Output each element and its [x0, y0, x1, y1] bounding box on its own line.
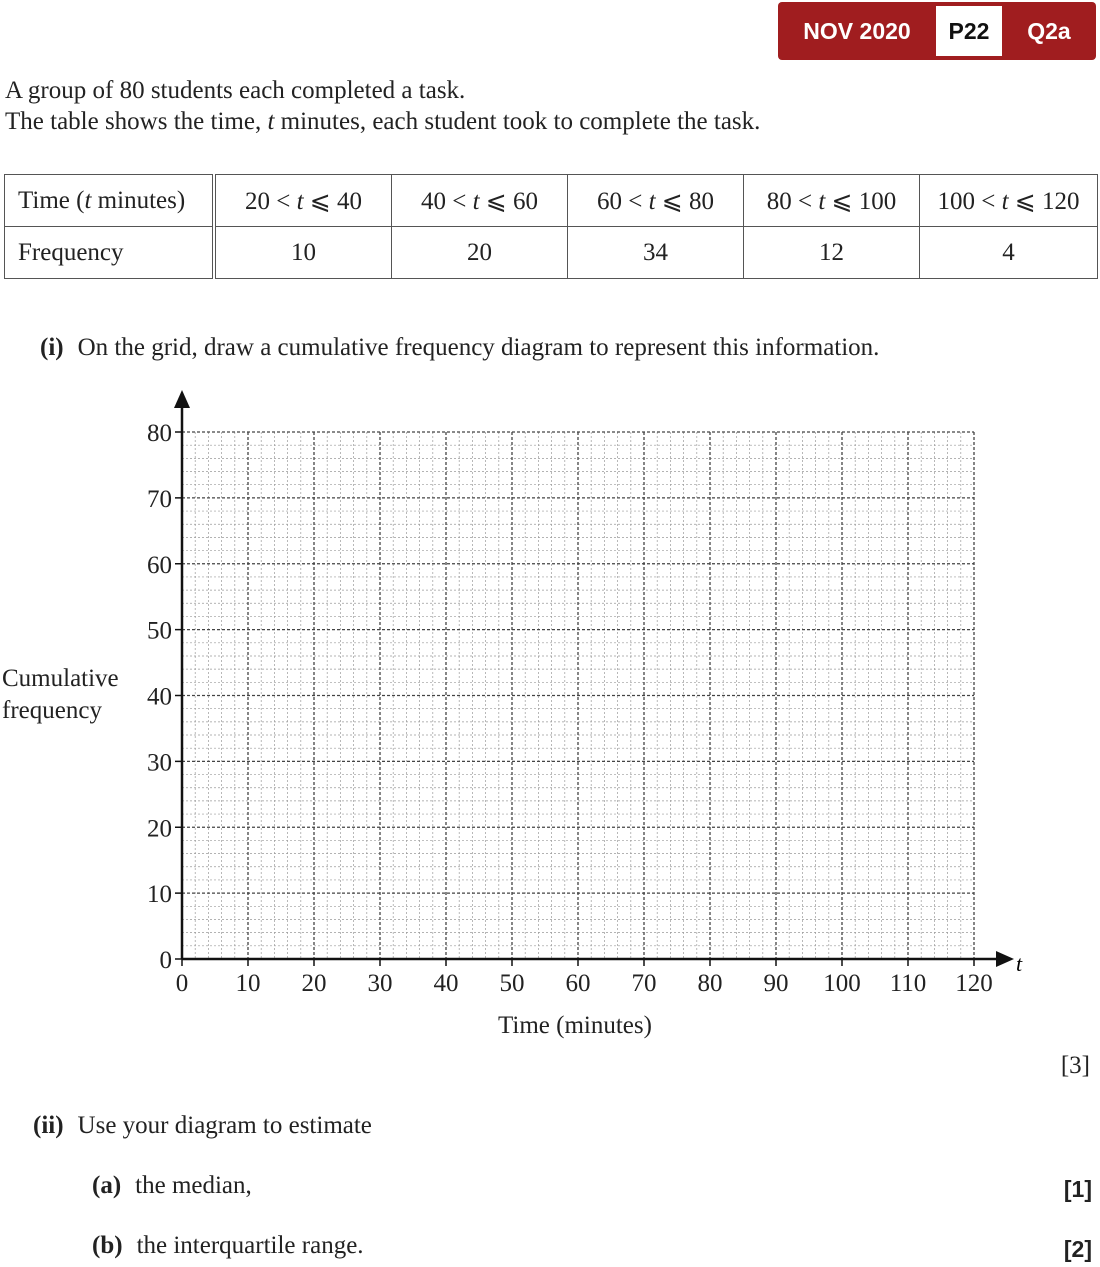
x-tick-label: 0: [175, 970, 189, 997]
frequency-header: Frequency: [5, 227, 215, 279]
time-header: Time (t minutes): [5, 175, 215, 227]
y-axis-arrow: [174, 390, 190, 408]
x-tick-label: 40: [433, 970, 459, 997]
x-tick-label: 50: [499, 970, 525, 997]
frequency-row: [5, 227, 1098, 279]
x-tick-label: 100: [823, 970, 861, 997]
y-tick-label: 50: [147, 617, 172, 645]
y-axis-label: Cumulative frequency: [2, 665, 119, 724]
y-tick-label: 0: [159, 947, 172, 974]
part-a: (a) the median,: [92, 1172, 252, 1199]
grid-lines: [182, 432, 974, 959]
time-row: [5, 175, 1098, 227]
intro-line-2: The table shows the time, t minutes, each student took to complete the task.: [5, 108, 761, 135]
part-b: (b) the interquartile range.: [92, 1232, 364, 1259]
x-axis-label: Time (minutes): [498, 1012, 652, 1039]
cumulative-frequency-grid[interactable]: [0, 385, 1100, 1005]
x-tick-label: 80: [697, 970, 723, 997]
x-tick-labels: [176, 959, 993, 997]
x-tick-label: 110: [889, 970, 927, 997]
interval-cell: 60 < t ⩽ 80: [568, 175, 744, 227]
interval-cell: 80 < t ⩽ 100: [744, 175, 920, 227]
y-tick-label: 10: [147, 881, 172, 909]
y-tick-label: 80: [147, 420, 172, 447]
x-tick-label: 120: [955, 970, 993, 997]
x-tick-label: 10: [235, 970, 261, 997]
y-tick-label: 40: [147, 683, 172, 711]
question-badge: [778, 2, 1096, 60]
axes: [174, 390, 1014, 967]
y-tick-label: 30: [147, 749, 172, 777]
y-tick-label: 70: [147, 485, 172, 513]
question-intro: [5, 75, 760, 137]
y-tick-label: 20: [147, 815, 172, 843]
x-tick-label: 20: [301, 970, 327, 997]
y-tick-label: 60: [147, 551, 172, 579]
frequency-cell: 4: [920, 227, 1098, 279]
interval-cell: 20 < t ⩽ 40: [214, 175, 392, 227]
x-axis-arrow: [996, 951, 1014, 967]
marks-part-i: [3]: [1060, 1052, 1090, 1079]
frequency-cell: 10: [214, 227, 392, 279]
part-ii: (ii) Use your diagram to estimate: [33, 1112, 372, 1139]
x-axis-variable: t: [1016, 951, 1023, 976]
intro-line-1: A group of 80 students each completed a task.: [5, 77, 466, 104]
marks-part-a: [1]: [1063, 1176, 1092, 1202]
frequency-cell: 20: [392, 227, 568, 279]
question-label: Q2a: [1027, 17, 1071, 44]
frequency-table: [4, 174, 1098, 279]
frequency-cell: 34: [568, 227, 744, 279]
frequency-cell: 12: [744, 227, 920, 279]
x-tick-label: 60: [565, 970, 591, 997]
x-tick-label: 90: [763, 970, 789, 997]
x-tick-label: 30: [367, 970, 393, 997]
interval-cell: 100 < t ⩽ 120: [920, 175, 1098, 227]
part-i: (i) On the grid, draw a cumulative frequency diagram to represent this information.: [40, 334, 880, 361]
session-label: NOV 2020: [803, 17, 911, 44]
paper-label: P22: [936, 6, 1002, 56]
interval-cell: 40 < t ⩽ 60: [392, 175, 568, 227]
y-tick-labels: [147, 420, 182, 974]
marks-part-b: [2]: [1063, 1236, 1092, 1262]
x-tick-label: 70: [631, 970, 657, 997]
